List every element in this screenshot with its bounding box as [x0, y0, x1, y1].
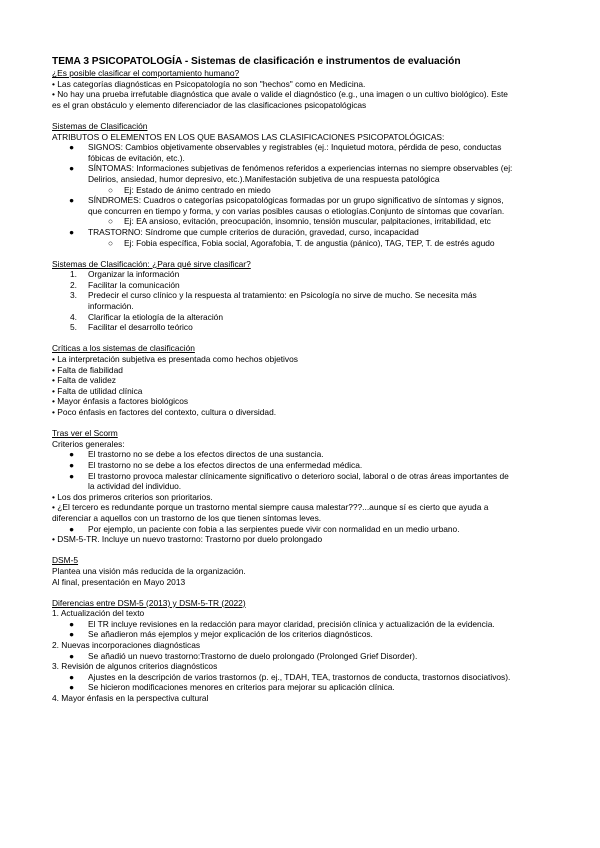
list-item-sindromes: ● SÍNDROMES: Cuadros o categorías psicopatológicas formadas por un grupo significativo de síntomas y signos, que concurren en tiempo y forma, y con varias posibles causas o etiologías.Conjunto de síntomas que covarían. [69, 195, 505, 216]
list-item-criterio: ● El trastorno provoca malestar clínicamente significativo o deterioro social, laboral o de otras áreas importantes de la actividad del individuo. [69, 470, 509, 492]
diferencia-heading: 2. Nuevas incorporaciones diagnósticas [52, 640, 201, 651]
bullet-icon: ● [69, 682, 75, 693]
bullet-icon: ● [69, 459, 75, 470]
bullet-icon: ● [69, 671, 75, 682]
critica-line: • La interpretación subjetiva es presentada como hechos objetivos [52, 354, 298, 365]
critica-line: • Mayor énfasis a factores biológicos [52, 396, 189, 407]
section-heading-dsm5: DSM-5 [52, 555, 79, 566]
bullet-icon: ● [69, 523, 75, 534]
question-heading: ¿Es posible clasificar el comportamiento humano? [52, 68, 240, 78]
circle-bullet-icon: ○ [108, 184, 114, 195]
list-item-criterio: ● El trastorno no se debe a los efectos directos de una sustancia. [69, 449, 324, 460]
list-item-criterio: ● El trastorno no se debe a los efectos directos de una enfermedad médica. [69, 459, 363, 470]
bullet-icon: ● [69, 195, 75, 206]
intro-line: • Las categorías diagnósticas en Psicopatología no son "hechos" como en Medicina. [52, 78, 366, 89]
list-item-diferencia: ● Se añadieron más ejemplos y mejor explicación de los criterios diagnósticos. [69, 629, 373, 640]
bullet-icon: ● [69, 449, 75, 460]
attributes-caps-line: ATRIBUTOS O ELEMENTOS EN LOS QUE BASAMOS LAS CLASIFICACIONES PSICOPATOLÓGICAS: [52, 131, 445, 142]
critica-line: • Poco énfasis en factores del contexto, cultura o diversidad. [52, 407, 277, 417]
numbered-item: 4. Clarificar la etiología de la alteración [70, 311, 224, 322]
bullet-icon: ● [69, 226, 75, 237]
critica-line: • Falta de validez [52, 375, 116, 386]
tercero-line: diferenciar a aquellos con un trastorno de los que tienen síntomas leves. [52, 512, 322, 523]
sub-item-sintomas-ej: ○ Ej: Estado de ánimo centrado en miedo [108, 184, 271, 195]
circle-bullet-icon: ○ [108, 216, 114, 227]
list-item-ejemplo: ● Por ejemplo, un paciente con fobia a las serpientes puede vivir con normalidad en un medio urbano. [69, 523, 460, 534]
bullet-icon: ● [69, 650, 75, 661]
section-heading-scorm: Tras ver el Scorm [52, 428, 118, 439]
dsm5tr-line: • DSM-5-TR. Incluye un nuevo trastorno: Trastorno por duelo prolongado [52, 534, 323, 545]
bullet-icon: ● [69, 142, 75, 153]
section-heading-sistemas: Sistemas de Clasificación [52, 120, 148, 131]
list-item-signos: ● SIGNOS: Cambios objetivamente observables y registrables (ej.: Inquietud motora, pérdida de peso, conductas fóbicas de evitación, etc.). [69, 142, 502, 163]
list-item-diferencia: ● Ajustes en la descripción de varios trastornos (p. ej., TDAH, TEA, trastornos de conducta, trastornos disociativos). [69, 671, 511, 682]
diferencia-heading: 3. Revisión de algunos criterios diagnósticos [52, 661, 218, 672]
section-heading-diferencias: Diferencias entre DSM-5 (2013) y DSM-5-TR (2022) [52, 597, 246, 608]
bullet-icon: ● [69, 618, 75, 629]
numbered-item: 2. Facilitar la comunicación [70, 279, 180, 290]
list-item-sintomas: ● SÍNTOMAS: Informaciones subjetivas de fenómenos referidos a experiencias internas no siempre observables (ej: Delirios, ansiedad, humor depresivo, etc.).Manifestación subjetiva de una respuesta patológica [69, 163, 513, 184]
bullet-icon: ● [69, 629, 75, 640]
list-item-trastorno: ● TRASTORNO: Síndrome que cumple criterios de duración, gravedad, curso, incapacidad [69, 226, 419, 237]
intro-line: • No hay una prueba irrefutable diagnóstica que avale o valide el diagnóstico (e.g., una imagen o un cultivo biológico). Este [52, 89, 508, 100]
bullet-icon: ● [69, 163, 75, 174]
intro-line: es el gran obstáculo y elemento diferenciador de las clasificaciones psicopatológicas [52, 99, 367, 110]
criterios-generales-label: Criterios generales: [52, 438, 125, 449]
dsm5-line: Al final, presentación en Mayo 2013 [52, 576, 186, 587]
list-item-diferencia: ● El TR incluye revisiones en la redacción para mayor claridad, precisión clínica y actualización de la evidencia. [69, 618, 495, 629]
dsm5-line: Plantea una visión más reducida de la organización. [52, 565, 246, 576]
diferencia-heading: 1. Actualización del texto [52, 608, 145, 619]
critica-line: • Falta de utilidad clínica [52, 385, 143, 396]
sub-item-trastorno-ej: ○ Ej: Fobia específica, Fobia social, Agorafobia, T. de angustia (pánico), TAG, TEP, T. de estrés agudo [108, 237, 495, 248]
critica-line: • Falta de fiabilidad [52, 364, 123, 375]
numbered-item: 3. Predecir el curso clínico y la respuesta al tratamiento: en Psicología no sirve de mucho. Se necesita más información. [70, 290, 477, 312]
numbered-item: 1. Organizar la información [70, 269, 180, 280]
prioritarios-line: • Los dos primeros criterios son prioritarios. [52, 491, 213, 502]
bullet-icon: ● [69, 470, 75, 481]
numbered-item: 5. Facilitar el desarrollo teórico [70, 322, 193, 333]
section-heading-para-que: Sistemas de Clasificación: ¿Para qué sirve clasificar? [52, 258, 251, 269]
diferencia-heading: 4. Mayor énfasis en la perspectiva cultural [52, 693, 209, 704]
list-item-diferencia: ● Se añadió un nuevo trastorno:Trastorno de duelo prolongado (Prolonged Grief Disorder). [69, 650, 418, 661]
section-heading-criticas: Críticas a los sistemas de clasificación [52, 343, 195, 354]
sub-item-sindromes-ej: ○ Ej: EA ansioso, evitación, preocupación, insomnio, tensión muscular, palpitaciones, irritabilidad, etc [108, 216, 491, 227]
page-title: TEMA 3 PSICOPATOLOGÍA - Sistemas de clasificación e instrumentos de evaluación [52, 56, 461, 67]
list-item-diferencia: ● Se hicieron modificaciones menores en criterios para mejorar su aplicación clínica. [69, 682, 395, 693]
circle-bullet-icon: ○ [108, 237, 114, 248]
tercero-line: • ¿El tercero es redundante porque un trastorno mental siempre causa malestar???...aunque sí es cierto que ayuda a [52, 502, 489, 513]
